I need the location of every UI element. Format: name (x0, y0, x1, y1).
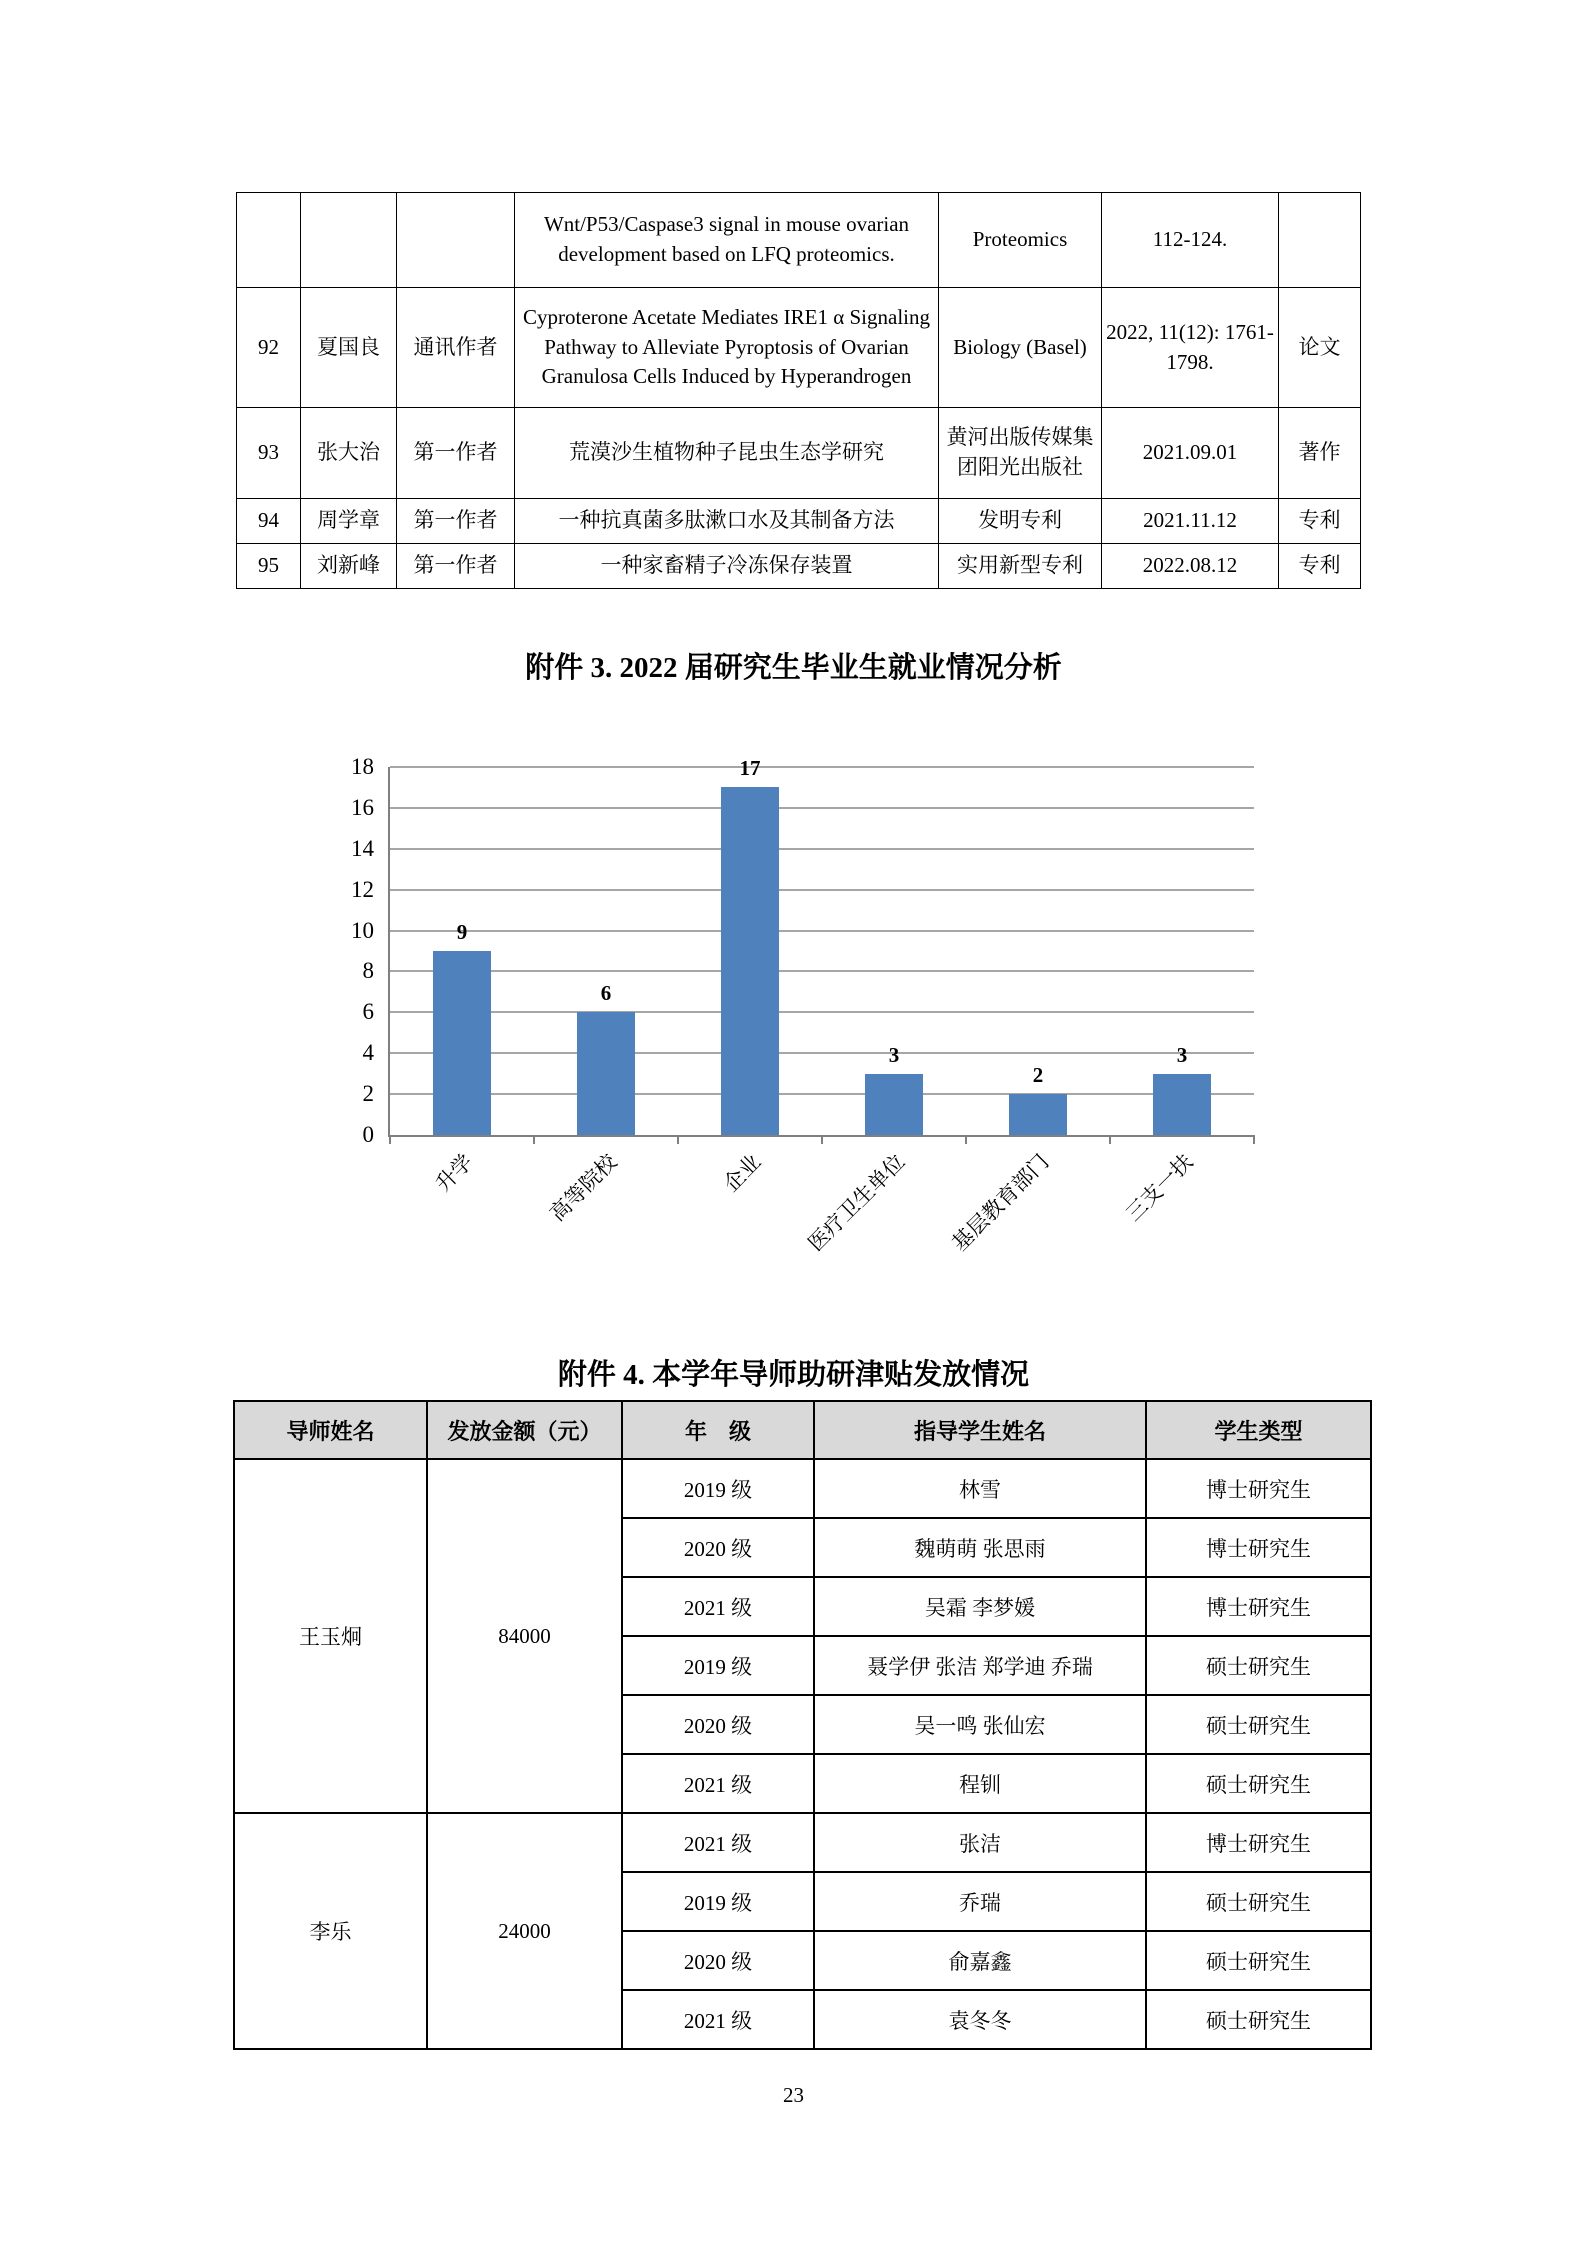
pub-cell-issue: 2022, 11(12): 1761-1798. (1102, 288, 1279, 408)
pub-cell-type (1279, 193, 1361, 288)
pub-row (237, 544, 1361, 589)
stipend-cell-students: 袁冬冬 (814, 1990, 1146, 2049)
pub-cell-author (301, 193, 397, 288)
employment-bar-chart (351, 754, 1254, 1256)
pub-cell-title: 一种抗真菌多肽漱口水及其制备方法 (515, 499, 939, 544)
pub-cell-title: 一种家畜精子冷冻保存装置 (515, 544, 939, 589)
stipend-cell-grade: 2021 级 (622, 1990, 814, 2049)
pub-cell-issue: 2021.11.12 (1102, 499, 1279, 544)
stipend-header-cell: 学生类型 (1146, 1401, 1371, 1459)
y-axis-tick-label: 0 (362, 1122, 374, 1148)
y-axis-tick-label: 2 (362, 1081, 374, 1107)
x-axis-tick (965, 1135, 967, 1144)
x-axis-category-label: 高等院校 (545, 1149, 622, 1226)
y-axis-tick-label: 18 (351, 754, 374, 780)
stipend-cell-grade: 2019 级 (622, 1872, 814, 1931)
stipend-cell-students: 魏萌萌 张思雨 (814, 1518, 1146, 1577)
stipend-cell-student-type: 硕士研究生 (1146, 1754, 1371, 1813)
stipend-cell-grade: 2021 级 (622, 1754, 814, 1813)
pub-cell-type: 专利 (1279, 544, 1361, 589)
pub-cell-no (237, 193, 301, 288)
stipend-cell-grade: 2019 级 (622, 1459, 814, 1518)
bar-三支一扶 (1153, 1074, 1211, 1135)
stipend-header-cell: 发放金额（元） (427, 1401, 622, 1459)
stipend-cell-students: 俞嘉鑫 (814, 1931, 1146, 1990)
pub-cell-venue: 黄河出版传媒集团阳光出版社 (939, 408, 1102, 499)
x-axis-tick (389, 1135, 391, 1144)
stipend-cell-students: 吴一鸣 张仙宏 (814, 1695, 1146, 1754)
stipend-cell-student-type: 博士研究生 (1146, 1518, 1371, 1577)
x-axis-tick (821, 1135, 823, 1144)
pub-cell-issue: 112-124. (1102, 193, 1279, 288)
stipend-cell-student-type: 硕士研究生 (1146, 1695, 1371, 1754)
stipend-cell-students: 乔瑞 (814, 1872, 1146, 1931)
stipend-header-cell: 年 级 (622, 1401, 814, 1459)
stipend-cell-students: 林雪 (814, 1459, 1146, 1518)
chart-gridline (390, 1093, 1254, 1095)
stipend-cell-student-type: 硕士研究生 (1146, 1990, 1371, 2049)
stipend-cell-students: 程钏 (814, 1754, 1146, 1813)
x-axis-tick (533, 1135, 535, 1144)
bar-value-label: 3 (888, 1042, 900, 1067)
y-axis-tick-label: 4 (362, 1040, 374, 1066)
stipend-cell-student-type: 硕士研究生 (1146, 1931, 1371, 1990)
stipend-cell-students: 吴霜 李梦媛 (814, 1577, 1146, 1636)
pub-row (237, 408, 1361, 499)
y-axis-tick-label: 6 (362, 999, 374, 1025)
pub-cell-venue: Biology (Basel) (939, 288, 1102, 408)
pub-cell-role: 第一作者 (397, 499, 515, 544)
y-axis-tick-label: 12 (351, 876, 374, 902)
pub-cell-title: Wnt/P53/Caspase3 signal in mouse ovarian development based on LFQ proteomics. (515, 193, 939, 288)
pub-cell-role: 通讯作者 (397, 288, 515, 408)
stipend-row (234, 1459, 1371, 1518)
bar-value-label: 3 (1176, 1042, 1188, 1067)
stipend-header-cell: 导师姓名 (234, 1401, 427, 1459)
pub-cell-role: 第一作者 (397, 544, 515, 589)
y-axis-tick-label: 10 (351, 917, 374, 943)
stipend-cell-grade: 2019 级 (622, 1636, 814, 1695)
pub-cell-venue: Proteomics (939, 193, 1102, 288)
page-number: 23 (783, 2083, 804, 2107)
publications-table-body (237, 193, 1361, 589)
pub-cell-author: 周学章 (301, 499, 397, 544)
stipend-header-row (234, 1401, 1371, 1459)
chart-gridline (390, 848, 1254, 850)
pub-cell-author: 刘新峰 (301, 544, 397, 589)
stipend-row (234, 1813, 1371, 1872)
bar-value-label: 17 (739, 756, 761, 781)
stipend-cell-grade: 2020 级 (622, 1695, 814, 1754)
pub-row (237, 499, 1361, 544)
x-axis-tick (1253, 1135, 1255, 1144)
bar-医疗卫生单位 (865, 1074, 923, 1135)
stipend-cell-grade: 2021 级 (622, 1577, 814, 1636)
bar-value-label: 9 (456, 920, 468, 944)
chart-gridline (390, 766, 1254, 768)
pub-cell-type: 论文 (1279, 288, 1361, 408)
pub-cell-no: 94 (237, 499, 301, 544)
stipend-cell-mentor: 王玉炯 (234, 1459, 427, 1813)
chart-gridline (390, 970, 1254, 972)
x-axis-category-label: 基层教育部门 (947, 1149, 1054, 1256)
stipend-table (233, 1400, 1372, 2050)
y-axis-tick-label: 8 (362, 958, 374, 984)
x-axis-category-label: 升学 (430, 1149, 478, 1197)
pub-cell-issue: 2021.09.01 (1102, 408, 1279, 499)
pub-cell-type: 专利 (1279, 499, 1361, 544)
pub-cell-role: 第一作者 (397, 408, 515, 499)
pub-row (237, 288, 1361, 408)
pub-cell-role (397, 193, 515, 288)
x-axis-category-label: 企业 (718, 1149, 766, 1197)
stipend-cell-grade: 2020 级 (622, 1931, 814, 1990)
publications-table (236, 192, 1361, 589)
stipend-cell-amount: 84000 (427, 1459, 622, 1813)
stipend-cell-student-type: 硕士研究生 (1146, 1636, 1371, 1695)
pub-cell-type: 著作 (1279, 408, 1361, 499)
x-axis-tick (677, 1135, 679, 1144)
x-axis-category-label: 三支一扶 (1121, 1149, 1198, 1226)
bar-value-label: 2 (1032, 1063, 1044, 1088)
pub-cell-venue: 发明专利 (939, 499, 1102, 544)
chart-gridline (390, 807, 1254, 809)
stipend-table-body (234, 1459, 1371, 2049)
stipend-section-title: 附件 4. 本学年导师助研津贴发放情况 (557, 1359, 1030, 1391)
stipend-cell-grade: 2021 级 (622, 1813, 814, 1872)
pub-cell-author: 张大治 (301, 408, 397, 499)
stipend-cell-students: 聂学伊 张洁 郑学迪 乔瑞 (814, 1636, 1146, 1695)
stipend-header-cell: 指导学生姓名 (814, 1401, 1146, 1459)
chart-gridline (390, 1011, 1254, 1013)
pub-row (237, 193, 1361, 288)
chart-gridline (390, 889, 1254, 891)
stipend-cell-mentor: 李乐 (234, 1813, 427, 2049)
pub-cell-issue: 2022.08.12 (1102, 544, 1279, 589)
stipend-cell-amount: 24000 (427, 1813, 622, 2049)
pub-cell-title: 荒漠沙生植物种子昆虫生态学研究 (515, 408, 939, 499)
stipend-cell-grade: 2020 级 (622, 1518, 814, 1577)
x-axis-tick (1109, 1135, 1111, 1144)
x-axis-category-label: 医疗卫生单位 (803, 1149, 910, 1256)
bar-基层教育部门 (1009, 1094, 1067, 1135)
stipend-cell-student-type: 博士研究生 (1146, 1577, 1371, 1636)
pub-cell-no: 95 (237, 544, 301, 589)
bar-高等院校 (577, 1012, 635, 1135)
pub-cell-no: 93 (237, 408, 301, 499)
y-axis-tick-label: 14 (351, 835, 374, 861)
stipend-cell-student-type: 博士研究生 (1146, 1813, 1371, 1872)
pub-cell-author: 夏国良 (301, 288, 397, 408)
y-axis-tick-label: 16 (351, 794, 374, 820)
stipend-cell-student-type: 博士研究生 (1146, 1459, 1371, 1518)
bar-value-label: 6 (600, 981, 612, 1006)
pub-cell-no: 92 (237, 288, 301, 408)
pub-cell-title: Cyproterone Acetate Mediates IRE1 α Signaling Pathway to Alleviate Pyroptosis of Ovarian Granulosa Cells Induced by Hyperandrogen (515, 288, 939, 408)
pub-cell-venue: 实用新型专利 (939, 544, 1102, 589)
bar-企业 (721, 787, 779, 1135)
bar-升学 (433, 951, 491, 1135)
stipend-cell-students: 张洁 (814, 1813, 1146, 1872)
chart-section-title: 附件 3. 2022 届研究生毕业生就业情况分析 (525, 652, 1062, 684)
stipend-cell-student-type: 硕士研究生 (1146, 1872, 1371, 1931)
